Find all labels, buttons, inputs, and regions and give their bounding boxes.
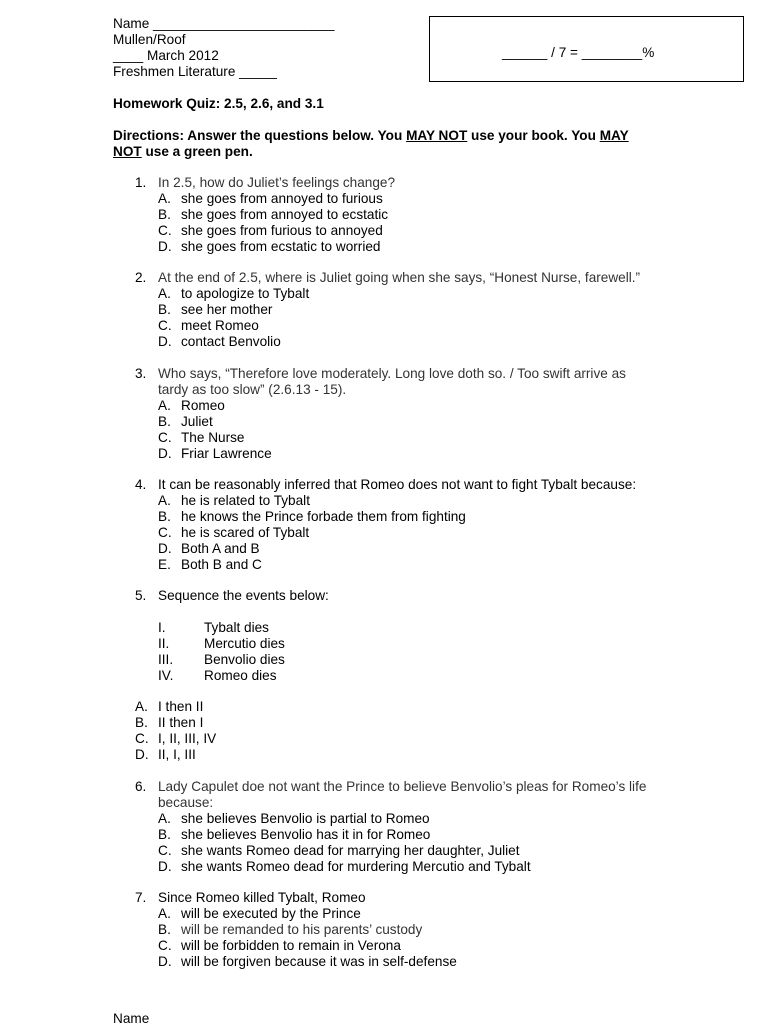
option-letter: A. [158,398,171,413]
question-stem: It can be reasonably inferred that Romeo does not want to fight Tybalt because: [158,477,637,492]
question-number: 6. [135,779,147,794]
quiz-title: Homework Quiz: 2.5, 2.6, and 3.1 [113,96,324,111]
answer-option[interactable] [135,827,665,843]
option-text: Friar Lawrence [181,446,272,461]
date-line[interactable]: ____ March 2012 [113,48,219,63]
option-letter: D. [158,859,172,874]
option-letter: A. [158,493,171,508]
option-text: she believes Benvolio is partial to Romeo [181,811,430,826]
answer-option[interactable] [135,318,695,334]
question-6 [135,779,665,875]
question-stem: Who says, “Therefore love moderately. Long love doth so. / Too swift arrive as tardy as too slow” (2.6.13 - 15). [158,366,626,397]
event-text: Mercutio dies [204,636,285,651]
option-text: she goes from annoyed to furious [181,191,383,206]
question-number: 5. [135,588,147,603]
question-stem: Sequence the events below: [158,588,329,603]
option-text: he is related to Tybalt [181,493,310,508]
option-letter: B. [158,414,171,429]
option-text: Both A and B [181,541,260,556]
option-letter: C. [158,525,172,540]
option-letter: D. [158,954,172,969]
option-letter: E. [158,557,171,572]
footer-name-label: Name [113,1011,150,1026]
option-text: meet Romeo [181,318,259,333]
answer-option[interactable] [135,715,216,731]
teachers-line: Mullen/Roof [113,32,186,47]
event-numeral: III. [158,652,174,667]
answer-option[interactable] [135,509,695,525]
answer-option[interactable] [135,843,665,859]
option-letter: C. [158,430,172,445]
question-number: 7. [135,890,147,905]
question-5 [135,588,695,604]
option-text: he is scared of Tybalt [181,525,310,540]
question-number: 2. [135,270,147,285]
answer-option[interactable] [135,541,695,557]
answer-option[interactable] [135,954,695,970]
option-text: II then I [158,715,204,730]
option-text: The Nurse [181,430,245,445]
option-letter: A. [158,906,171,921]
option-text: Romeo [181,398,225,413]
option-letter: B. [158,922,171,937]
score-field[interactable]: ______ / 7 = ________% [502,45,655,60]
option-text: contact Benvolio [181,334,281,349]
sequence-event [158,636,285,652]
option-letter: C. [158,223,172,238]
option-letter: C. [158,318,172,333]
answer-option[interactable] [135,922,695,938]
option-text: I then II [158,699,204,714]
question-4 [135,477,695,573]
directions-line-2 [113,144,253,160]
event-text: Benvolio dies [204,652,285,667]
option-letter: A. [158,286,171,301]
option-text: II, I, III [158,747,196,762]
answer-option[interactable] [135,191,695,207]
question-number: 4. [135,477,147,492]
event-numeral: I. [158,620,166,635]
course-line[interactable]: Freshmen Literature _____ [113,64,277,79]
option-text: will be executed by the Prince [181,906,361,921]
question-stem: At the end of 2.5, where is Juliet going when she says, “Honest Nurse, farewell.” [158,270,641,285]
option-letter: C. [158,938,172,953]
answer-option[interactable] [135,414,655,430]
answer-option[interactable] [135,906,695,922]
answer-option[interactable] [135,557,695,573]
option-text: see her mother [181,302,273,317]
answer-option[interactable] [135,859,665,875]
sequence-event [158,668,285,684]
directions-text-1: Directions: Answer the questions below. You [113,128,407,143]
answer-option[interactable] [135,811,665,827]
option-text: he knows the Prince forbade them from fighting [181,509,466,524]
answer-option[interactable] [135,286,695,302]
option-letter: B. [158,207,171,222]
sequence-event [158,652,285,668]
option-letter: B. [158,827,171,842]
option-letter: D. [158,239,172,254]
answer-option[interactable] [135,430,655,446]
option-text: will be forbidden to remain in Verona [181,938,401,953]
option-text: will be forgiven because it was in self-defense [181,954,457,969]
answer-option[interactable] [135,747,216,763]
sequence-events [158,620,285,684]
question-1 [135,175,695,255]
option-letter: D. [135,747,149,762]
option-text: she goes from annoyed to ecstatic [181,207,389,222]
option-text: Both B and C [181,557,262,572]
question-number: 3. [135,366,147,381]
answer-option[interactable] [135,223,695,239]
answer-option[interactable] [135,493,695,509]
directions-emphasis-2: MAY [599,128,629,143]
question-number: 1. [135,175,147,190]
question-stem: In 2.5, how do Juliet’s feelings change? [158,175,396,190]
option-text: to apologize to Tybalt [181,286,310,301]
name-line[interactable]: Name ________________________ [113,16,335,31]
score-box [429,16,744,82]
option-text: she goes from furious to annoyed [181,223,383,238]
option-letter: A. [135,699,148,714]
answer-option[interactable] [135,446,655,462]
option-letter: B. [158,509,171,524]
option-letter: D. [158,541,172,556]
option-text: she wants Romeo dead for murdering Mercutio and Tybalt [181,859,531,874]
directions-emphasis-1: MAY NOT [406,128,468,143]
option-text: will be remanded to his parents’ custody [181,922,423,937]
option-text: she believes Benvolio has it in for Romeo [181,827,431,842]
option-text: she wants Romeo dead for marrying her daughter, Juliet [181,843,520,858]
option-letter: C. [135,731,149,746]
option-text: I, II, III, IV [158,731,217,746]
directions-text-3: use a green pen. [141,144,253,159]
event-numeral: II. [158,636,170,651]
question-stem: Since Romeo killed Tybalt, Romeo [158,890,366,905]
answer-option[interactable] [135,398,655,414]
option-letter: D. [158,446,172,461]
answer-option[interactable] [135,207,695,223]
option-letter: A. [158,191,171,206]
option-letter: A. [158,811,171,826]
option-text: she goes from ecstatic to worried [181,239,381,254]
answer-option[interactable] [135,302,695,318]
answer-option[interactable] [135,239,695,255]
event-text: Tybalt dies [204,620,269,635]
option-letter: B. [158,302,171,317]
answer-option[interactable] [135,334,695,350]
question-stem: Lady Capulet doe not want the Prince to believe Benvolio’s pleas for Romeo’s life because: [158,779,647,810]
question-7 [135,890,695,970]
option-letter: C. [158,843,172,858]
option-letter: D. [158,334,172,349]
event-numeral: IV. [158,668,174,683]
answer-option[interactable] [135,731,216,747]
option-letter: B. [135,715,148,730]
answer-option[interactable] [135,525,695,541]
answer-option[interactable] [135,938,695,954]
event-text: Romeo dies [204,668,277,683]
option-text: Juliet [181,414,213,429]
sequence-options [135,699,216,763]
question-3 [135,366,655,462]
question-2 [135,270,695,350]
directions-emphasis-3: NOT [113,144,142,159]
directions-text-2: use your book. You [467,128,600,143]
directions-line-1 [113,128,629,144]
answer-option[interactable] [135,699,216,715]
sequence-event [158,620,285,636]
